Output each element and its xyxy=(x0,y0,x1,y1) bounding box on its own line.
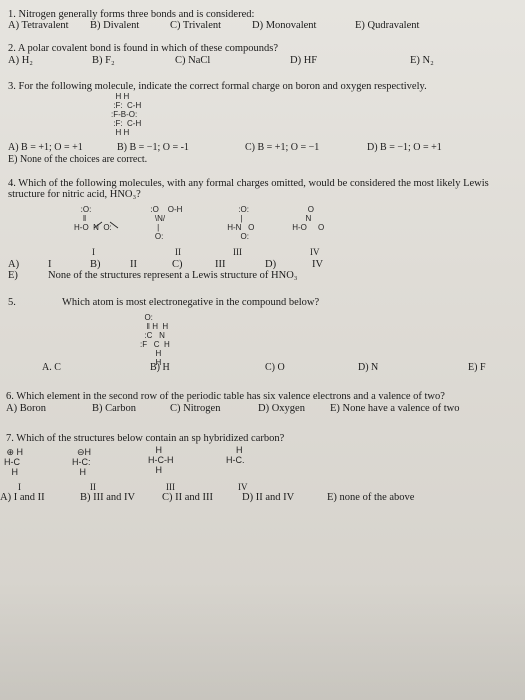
q7-choice-c: C) II and III xyxy=(162,492,214,503)
q2-choice-a: A) H₂ xyxy=(8,55,33,66)
q1-choice-c: C) Trivalent xyxy=(170,20,222,31)
q1-choice-d: D) Monovalent xyxy=(252,20,317,31)
q6-choice-a: A) Boron xyxy=(6,403,46,414)
q5-stem: Which atom is most electronegative in the compound below? xyxy=(62,297,320,308)
q1-choice-b: B) Divalent xyxy=(90,20,140,31)
q3-choice-b: B) B = −1; O = -1 xyxy=(117,142,189,153)
q3-choice-e: E) None of the choices are correct. xyxy=(8,154,148,165)
q4-choice-c-label: C) xyxy=(172,259,183,270)
q5-choice-d: D) N xyxy=(358,362,379,373)
q6-choice-d: D) Oxygen xyxy=(258,403,305,414)
q6-choice-c: C) Nitrogen xyxy=(170,403,221,414)
q5-choice-e: E) F xyxy=(468,362,486,373)
q2-choice-e: E) N₂ xyxy=(410,55,434,66)
paper-shadow xyxy=(0,580,525,700)
q2-choice-b: B) F₂ xyxy=(92,55,115,66)
q4-choice-b-label: B) xyxy=(90,259,101,270)
q4-choice-b-value: II xyxy=(130,259,137,270)
q4-choice-a-value: I xyxy=(48,259,52,270)
q1-choice-a: A) Tetravalent xyxy=(8,20,69,31)
q2-choice-d: D) HF xyxy=(290,55,318,66)
q3-choice-d: D) B = −1; O = +1 xyxy=(367,142,442,153)
q4-choice-a-label: A) xyxy=(8,259,20,270)
q3-choice-a: A) B = +1; O = +1 xyxy=(8,142,83,153)
q5-choice-b: B) H xyxy=(150,362,170,373)
q7-choice-d: D) II and IV xyxy=(242,492,295,503)
q1-stem: 1. Nitrogen generally forms three bonds and is considered: xyxy=(8,9,255,20)
q6-choice-e: E) None have a valence of two xyxy=(330,403,460,414)
q4-choice-d-value: IV xyxy=(312,259,324,270)
q4-numeral-1: I xyxy=(92,247,95,257)
q5-number: 5. xyxy=(8,297,16,308)
q2-stem: 2. A polar covalent bond is found in which of these compounds? xyxy=(8,43,279,54)
worksheet-page: 1. Nitrogen generally forms three bonds and is considered: A) Tetravalent B) Divalent C) Trivalent D) Monovalent E) Qudravalent 2. A polar covalent bond is found in which of these compounds? A) H₂ B) F₂ C) NaCl D) HF E) N₂ 3. For the following molecule, indicate the correct formal charge on boron and oxygen respectively. H H :F: C-H :F-B-O: :F: C-H H H A) B = +1; O = +1 B) B = −1; O = -1 C) B = +1; O = −1 D) B = −1; O = +1 E) None of the choices are correct. 4. Which of the following molecules, with any formal charges omitted, would be considered the most likely Lewis structure for nitric acid, HNO₃? :O: ‖ H-O N O: :O O-H \N/ | O: :O: | H-N O O: O N H-O O I II III IV A) I B) II C) III D) IV E) None of the structures represent a Lewis structure of HNO₃ 5. Which atom is most electronegative in the compound below? O: ‖ H H :C N :F C H H H A. C B) H C) O D) N E) F 6. Which element in the second row of the periodic table has six valence electrons and a valence of two? A) Boron B) Carbon C) Nitrogen D) Oxygen E) None have a valence of two 7. Which of the structures below contain an sp hybridized carbon? ⊕ H H-C H ⊖H H-C: H H H-C-H H H H-C. I II III IV A) I and II B) III and IV C) II and III D) II and IV E) none of the above xyxy=(0,0,525,700)
q4-stem-line-2: structure for nitric acid, HNO₃? xyxy=(8,189,141,200)
q4-choice-e-label: E) xyxy=(8,270,18,281)
q4-stem-line-1: 4. Which of the following molecules, with any formal charges omitted, would be considered the most likely Lewis xyxy=(8,178,489,189)
q4-choice-d-label: D) xyxy=(265,259,277,270)
q5-choice-a: A. C xyxy=(42,362,61,373)
q7-numeral-3: III xyxy=(166,482,175,492)
q7-numeral-2: II xyxy=(90,482,96,492)
q7-choice-e: E) none of the above xyxy=(327,492,415,503)
q4-numeral-3: III xyxy=(233,247,242,257)
q7-numeral-1: I xyxy=(18,482,21,492)
q4-choice-e: None of the structures represent a Lewis structure of HNO₃ xyxy=(48,270,298,281)
q7-numeral-4: IV xyxy=(238,482,248,492)
q6-choice-b: B) Carbon xyxy=(92,403,137,414)
q1-choice-e: E) Qudravalent xyxy=(355,20,420,31)
q7-stem: 7. Which of the structures below contain an sp hybridized carbon? xyxy=(6,433,285,444)
q4-numeral-4: IV xyxy=(310,247,320,257)
q5-choice-c: C) O xyxy=(265,362,285,373)
q4-numeral-2: II xyxy=(175,247,181,257)
q7-choice-b: B) III and IV xyxy=(80,492,136,503)
q6-stem: 6. Which element in the second row of the periodic table has six valence electrons and a valence of two? xyxy=(6,391,445,402)
q7-choice-a: A) I and II xyxy=(0,492,45,503)
q3-choice-c: C) B = +1; O = −1 xyxy=(245,142,320,153)
q3-stem: 3. For the following molecule, indicate the correct formal charge on boron and oxygen respectively. xyxy=(8,81,427,92)
q2-choice-c: C) NaCl xyxy=(175,55,211,66)
q4-choice-c-value: III xyxy=(215,259,226,270)
